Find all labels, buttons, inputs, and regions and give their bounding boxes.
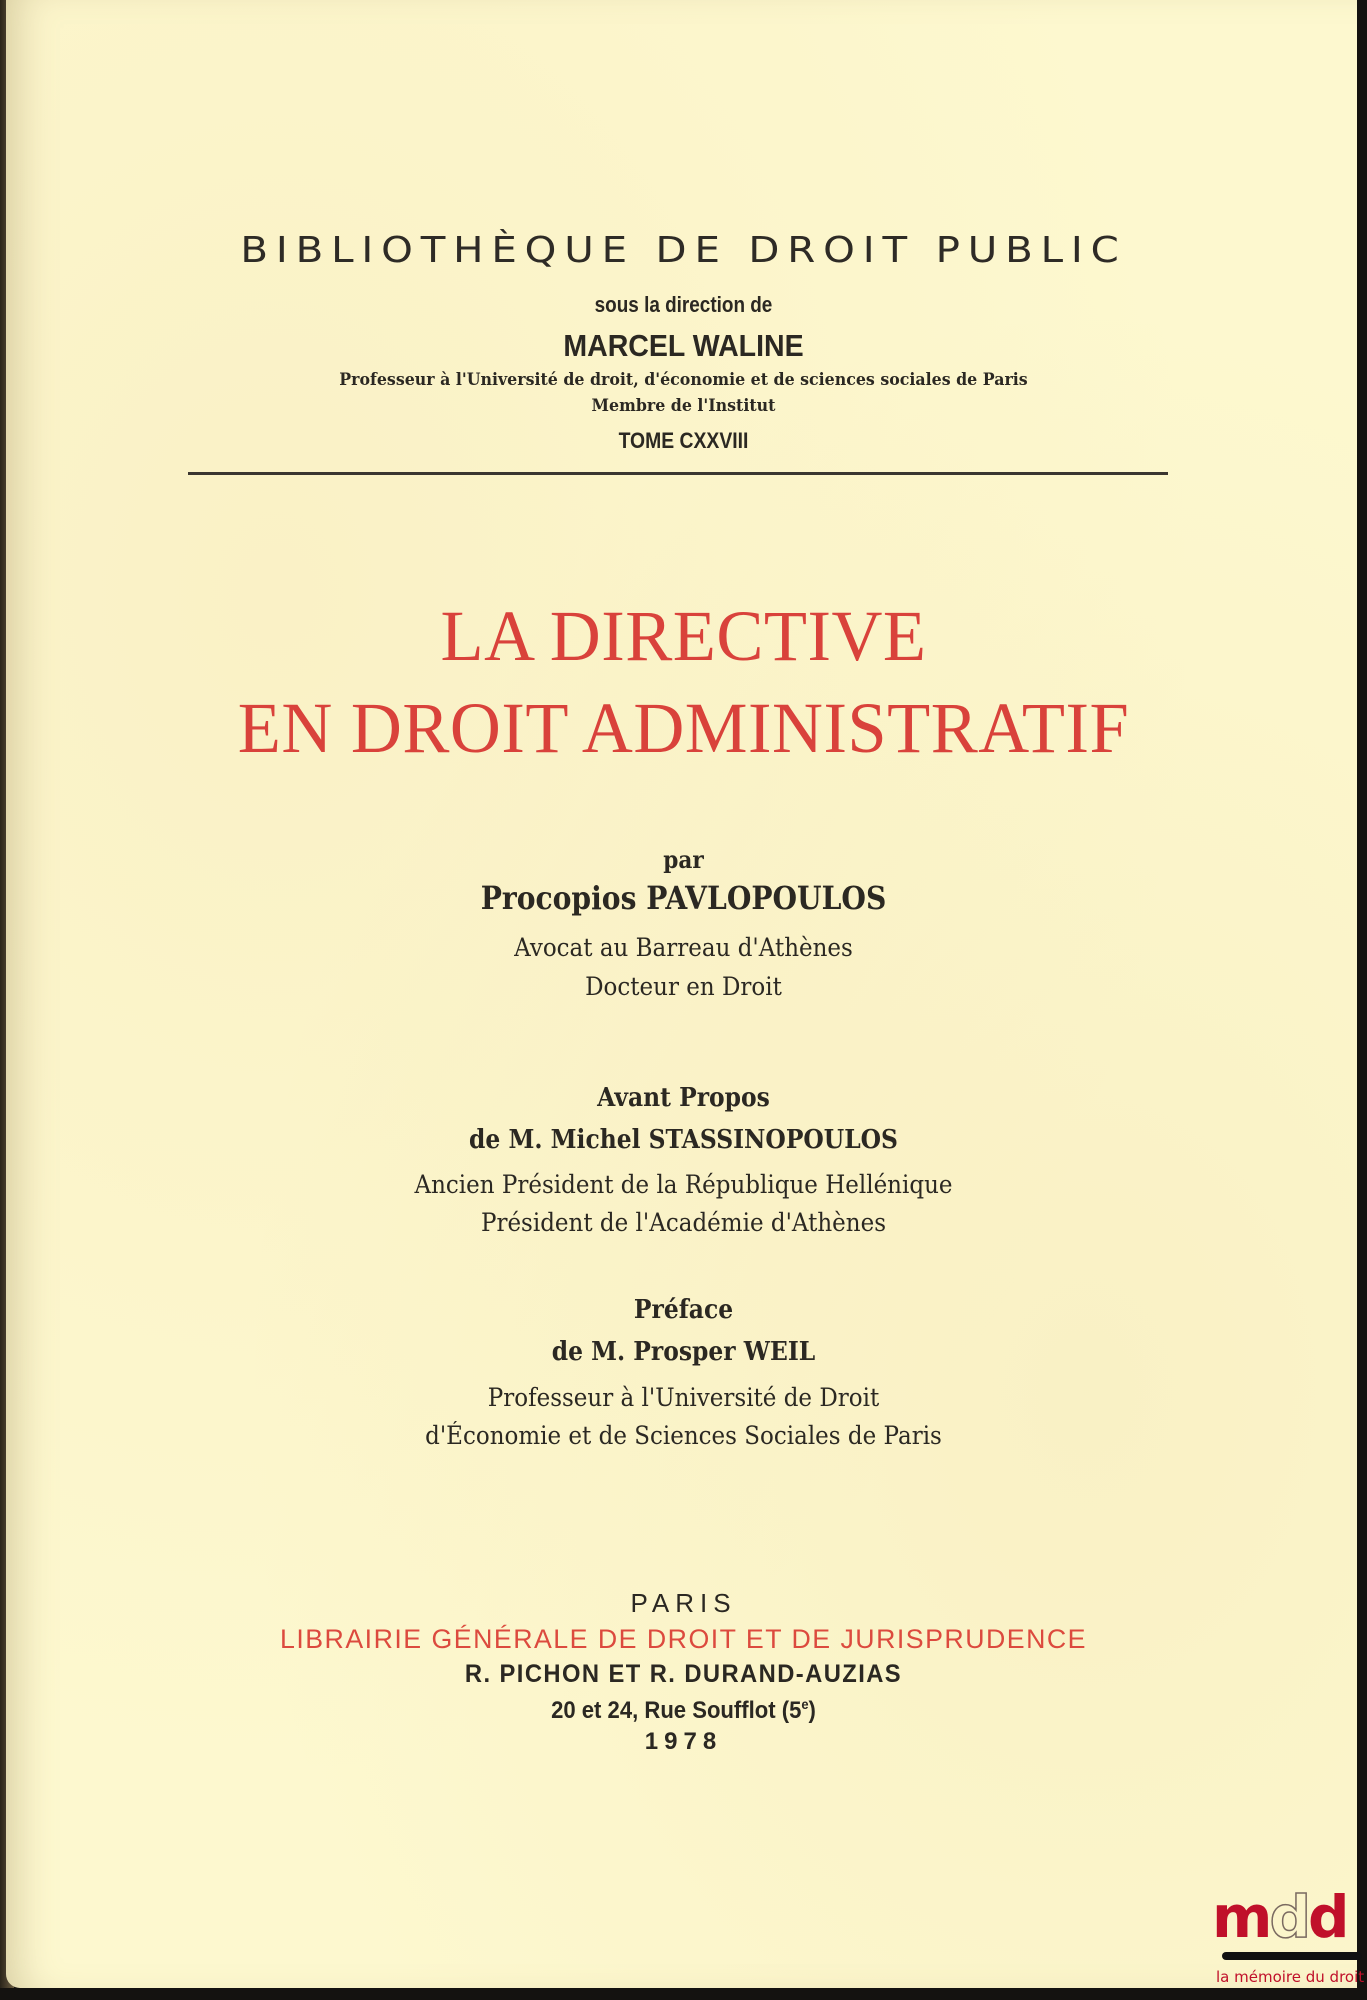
author-credential: Avocat au Barreau d'Athènes bbox=[514, 933, 853, 962]
foreword-credential: Ancien Président de la République Hellénique bbox=[414, 1170, 953, 1199]
preface-author: de M. Prosper WEIL bbox=[551, 1337, 816, 1367]
foreword-credential: Président de l'Académie d'Athènes bbox=[480, 1208, 887, 1237]
book-title-line-1: LA DIRECTIVE bbox=[440, 596, 927, 676]
imprint-city: PARIS bbox=[630, 1588, 737, 1618]
preface-heading: Préface bbox=[633, 1295, 734, 1325]
author-credential: Docteur en Droit bbox=[585, 972, 782, 1001]
logo-underline-bar bbox=[1222, 1952, 1362, 1960]
series-title: BIBLIOTHÈQUE DE DROIT PUBLIC bbox=[240, 230, 1127, 271]
address-text: 20 et 24, Rue Soufflot (5 bbox=[551, 1697, 802, 1724]
scan-border-right bbox=[1357, 0, 1367, 2000]
mdd-logo-icon bbox=[1212, 1883, 1347, 1951]
director-name: MARCEL WALINE bbox=[563, 328, 804, 363]
logo-tagline: la mémoire du droit bbox=[1216, 1968, 1365, 1986]
publisher-address bbox=[55, 1697, 1313, 1723]
book-title-line-2: EN DROIT ADMINISTRATIF bbox=[237, 688, 1130, 768]
foreword-heading: Avant Propos bbox=[597, 1083, 770, 1113]
logo-letter-d: d bbox=[1307, 1883, 1347, 1951]
foreword-author: de M. Michel STASSINOPOULOS bbox=[469, 1125, 898, 1155]
by-label: par bbox=[663, 845, 704, 874]
scan-border-bottom bbox=[0, 1988, 1367, 2000]
logo-letter-d-outline: d bbox=[1269, 1883, 1308, 1951]
address-superscript: e bbox=[801, 1696, 809, 1712]
header-divider bbox=[188, 472, 1168, 475]
director-title: Professeur à l'Université de droit, d'économie et de sciences sociales de Paris bbox=[339, 370, 1028, 390]
direction-label: sous la direction de bbox=[594, 292, 773, 317]
publication-year: 1978 bbox=[644, 1728, 723, 1755]
preface-credential: Professeur à l'Université de Droit bbox=[487, 1383, 880, 1412]
address-close: ) bbox=[808, 1697, 816, 1724]
logo-letter-m: m bbox=[1212, 1883, 1270, 1951]
publisher-name: LIBRAIRIE GÉNÉRALE DE DROIT ET DE JURISPRUDENCE bbox=[279, 1624, 1088, 1654]
preface-credential: d'Économie et de Sciences Sociales de Paris bbox=[425, 1421, 942, 1450]
author-name: Procopios PAVLOPOULOS bbox=[480, 879, 887, 917]
director-membership: Membre de l'Institut bbox=[591, 396, 776, 416]
tome-number: TOME CXXVIII bbox=[618, 428, 749, 453]
printers-names: R. PICHON ET R. DURAND-AUZIAS bbox=[464, 1660, 903, 1688]
mdd-watermark-logo bbox=[1208, 1883, 1365, 1994]
